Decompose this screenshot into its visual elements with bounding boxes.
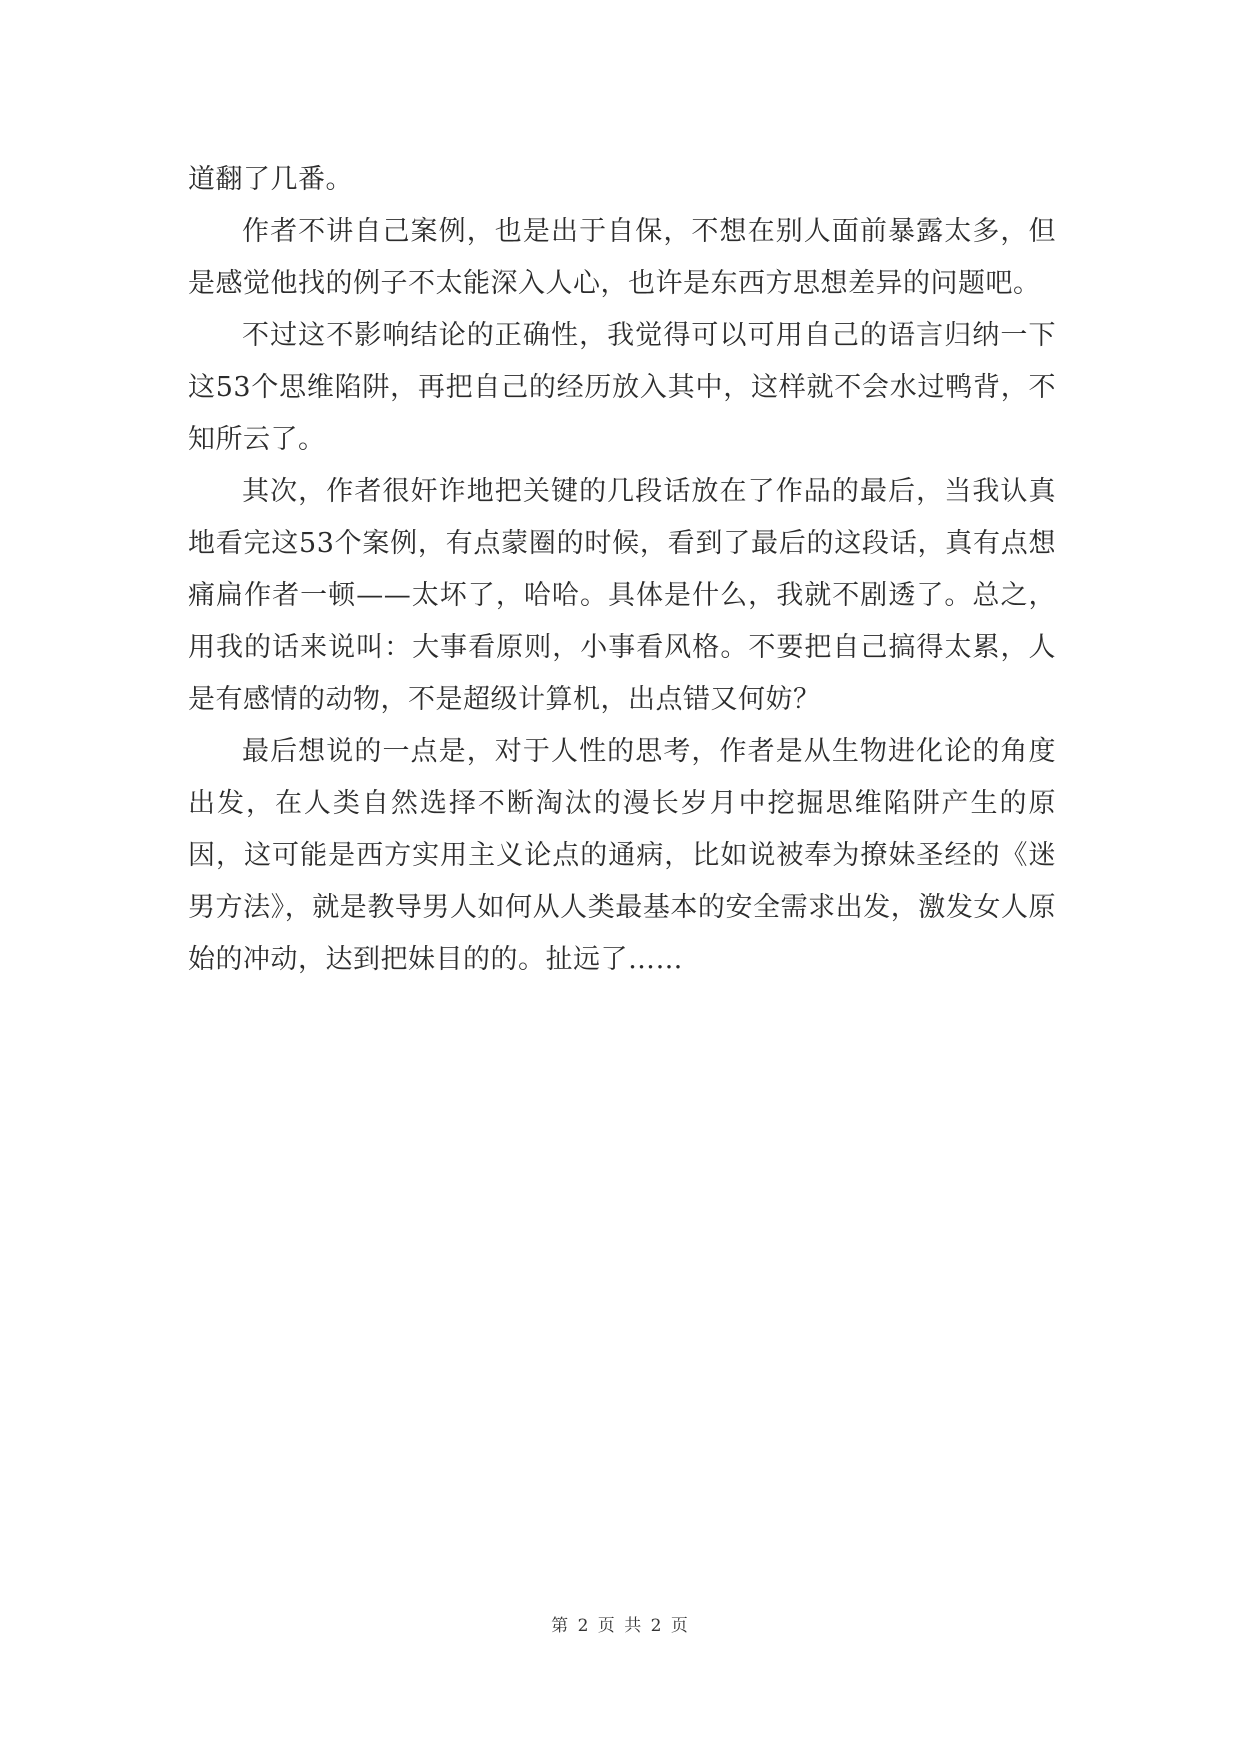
paragraph-continuation: 道翻了几番。 — [188, 164, 353, 195]
paragraph-secondly: 其次，作者很奸诈地把关键的几段话放在了作品的最后，当我认真地看完这53个案例，有点蒙圈的时候，看到了最后的这段话，真有点想痛扁作者一顿——太坏了，哈哈。具体是什么，我就不剧透了。总之，用我的话来说叫：大事看原则，小事看风格。不要把自己搞得太累，人是有感情的动物，不是超级计算机，出点错又何妨？ — [188, 476, 1056, 715]
paragraph-author-examples: 作者不讲自己案例，也是出于自保，不想在别人面前暴露太多，但是感觉他找的例子不太能深入人心，也许是东西方思想差异的问题吧。 — [188, 216, 1056, 299]
paragraph-conclusion: 不过这不影响结论的正确性，我觉得可以可用自己的语言归纳一下这53个思维陷阱，再把自己的经历放入其中，这样就不会水过鸭背，不知所云了。 — [188, 320, 1056, 455]
document-body — [188, 154, 1056, 986]
page-number-footer: 第 2 页 共 2 页 — [551, 1616, 690, 1636]
paragraph-finally: 最后想说的一点是，对于人性的思考，作者是从生物进化论的角度出发，在人类自然选择不断淘汰的漫长岁月中挖掘思维陷阱产生的原因，这可能是西方实用主义论点的通病，比如说被奉为撩妹圣经的《迷男方法》，就是教导男人如何从人类最基本的安全需求出发，激发女人原始的冲动，达到把妹目的的。扯远了…… — [188, 736, 1056, 975]
